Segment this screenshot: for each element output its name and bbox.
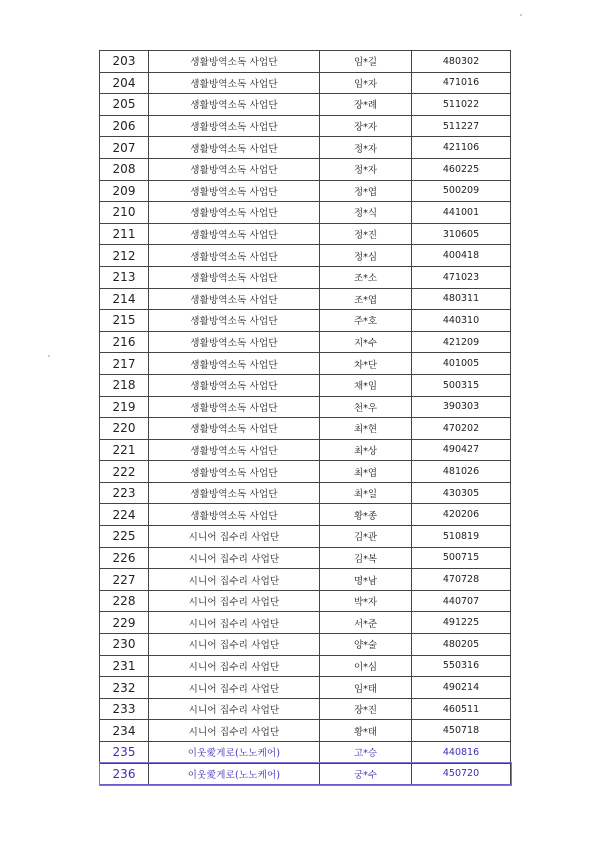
person-name-cell: 정*심	[320, 245, 412, 267]
roster-sheet	[99, 50, 510, 785]
person-name-cell: 임*태	[320, 677, 412, 699]
person-name-cell: 고*승	[320, 742, 412, 764]
row-number-cell: 227	[100, 569, 149, 591]
birthdate-cell: 440707	[412, 590, 511, 612]
table-row	[100, 353, 511, 375]
person-name-cell: 최*일	[320, 482, 412, 504]
birthdate-cell: 401005	[412, 353, 511, 375]
birthdate-cell: 481026	[412, 461, 511, 483]
project-name-cell: 생활방역소독 사업단	[149, 418, 320, 440]
table-row	[100, 202, 511, 224]
birthdate-cell: 500715	[412, 547, 511, 569]
project-name-cell: 생활방역소독 사업단	[149, 158, 320, 180]
person-name-cell: 지*수	[320, 331, 412, 353]
project-name-cell: 이웃愛게로(노노케어)	[149, 763, 320, 785]
person-name-cell: 장*례	[320, 94, 412, 116]
table-row	[100, 612, 511, 634]
table-row	[100, 677, 511, 699]
row-number-cell: 224	[100, 504, 149, 526]
row-number-cell: 231	[100, 655, 149, 677]
birthdate-cell: 480205	[412, 634, 511, 656]
person-name-cell: 명*남	[320, 569, 412, 591]
row-number-cell: 218	[100, 374, 149, 396]
row-number-cell: 223	[100, 482, 149, 504]
project-name-cell: 시니어 집수리 사업단	[149, 720, 320, 742]
table-row	[100, 266, 511, 288]
project-name-cell: 시니어 집수리 사업단	[149, 526, 320, 548]
table-row	[100, 482, 511, 504]
birthdate-cell: 440310	[412, 310, 511, 332]
table-row	[100, 720, 511, 742]
person-name-cell: 임*자	[320, 72, 412, 94]
participant-table-body	[100, 51, 511, 785]
table-row	[100, 526, 511, 548]
table-row	[100, 590, 511, 612]
row-number-cell: 226	[100, 547, 149, 569]
table-row	[100, 374, 511, 396]
project-name-cell: 생활방역소독 사업단	[149, 115, 320, 137]
row-number-cell: 211	[100, 223, 149, 245]
row-number-cell: 204	[100, 72, 149, 94]
person-name-cell: 김*관	[320, 526, 412, 548]
project-name-cell: 생활방역소독 사업단	[149, 72, 320, 94]
project-name-cell: 생활방역소독 사업단	[149, 51, 320, 73]
birthdate-cell: 430305	[412, 482, 511, 504]
birthdate-cell: 491225	[412, 612, 511, 634]
table-row	[100, 547, 511, 569]
table-row	[100, 742, 511, 764]
table-row	[100, 634, 511, 656]
birthdate-cell: 421209	[412, 331, 511, 353]
row-number-cell: 222	[100, 461, 149, 483]
table-row	[100, 655, 511, 677]
birthdate-cell: 471016	[412, 72, 511, 94]
table-row	[100, 396, 511, 418]
project-name-cell: 시니어 집수리 사업단	[149, 590, 320, 612]
project-name-cell: 생활방역소독 사업단	[149, 331, 320, 353]
project-name-cell: 생활방역소독 사업단	[149, 288, 320, 310]
person-name-cell: 조*소	[320, 266, 412, 288]
birthdate-cell: 490427	[412, 439, 511, 461]
project-name-cell: 생활방역소독 사업단	[149, 461, 320, 483]
row-number-cell: 221	[100, 439, 149, 461]
table-row	[100, 72, 511, 94]
birthdate-cell: 460225	[412, 158, 511, 180]
row-number-cell: 203	[100, 51, 149, 73]
row-number-cell: 233	[100, 698, 149, 720]
birthdate-cell: 500315	[412, 374, 511, 396]
table-row	[100, 310, 511, 332]
table-row	[100, 504, 511, 526]
scan-speck	[520, 14, 522, 16]
project-name-cell: 생활방역소독 사업단	[149, 245, 320, 267]
person-name-cell: 양*술	[320, 634, 412, 656]
table-row	[100, 245, 511, 267]
row-number-cell: 208	[100, 158, 149, 180]
row-number-cell: 212	[100, 245, 149, 267]
project-name-cell: 생활방역소독 사업단	[149, 202, 320, 224]
project-name-cell: 시니어 집수리 사업단	[149, 677, 320, 699]
table-row	[100, 569, 511, 591]
row-number-cell: 225	[100, 526, 149, 548]
person-name-cell: 정*식	[320, 202, 412, 224]
table-row	[100, 698, 511, 720]
birthdate-cell: 400418	[412, 245, 511, 267]
row-number-cell: 229	[100, 612, 149, 634]
birthdate-cell: 500209	[412, 180, 511, 202]
birthdate-cell: 490214	[412, 677, 511, 699]
birthdate-cell: 421106	[412, 137, 511, 159]
table-row	[100, 180, 511, 202]
birthdate-cell: 550316	[412, 655, 511, 677]
project-name-cell: 시니어 집수리 사업단	[149, 655, 320, 677]
birthdate-cell: 450720	[412, 763, 511, 785]
project-name-cell: 생활방역소독 사업단	[149, 353, 320, 375]
birthdate-cell: 511227	[412, 115, 511, 137]
birthdate-cell: 471023	[412, 266, 511, 288]
project-name-cell: 시니어 집수리 사업단	[149, 612, 320, 634]
project-name-cell: 시니어 집수리 사업단	[149, 698, 320, 720]
row-number-cell: 230	[100, 634, 149, 656]
project-name-cell: 생활방역소독 사업단	[149, 94, 320, 116]
birthdate-cell: 470728	[412, 569, 511, 591]
project-name-cell: 생활방역소독 사업단	[149, 439, 320, 461]
birthdate-cell: 450718	[412, 720, 511, 742]
project-name-cell: 생활방역소독 사업단	[149, 180, 320, 202]
project-name-cell: 시니어 집수리 사업단	[149, 569, 320, 591]
birthdate-cell: 440816	[412, 742, 511, 764]
project-name-cell: 생활방역소독 사업단	[149, 396, 320, 418]
table-row	[100, 331, 511, 353]
table-row	[100, 158, 511, 180]
table-row	[100, 288, 511, 310]
person-name-cell: 서*준	[320, 612, 412, 634]
birthdate-cell: 310605	[412, 223, 511, 245]
scan-speck	[48, 355, 50, 357]
table-row	[100, 418, 511, 440]
person-name-cell: 황*종	[320, 504, 412, 526]
person-name-cell: 최*엽	[320, 461, 412, 483]
person-name-cell: 천*우	[320, 396, 412, 418]
project-name-cell: 생활방역소독 사업단	[149, 482, 320, 504]
table-row	[100, 51, 511, 73]
person-name-cell: 김*복	[320, 547, 412, 569]
birthdate-cell: 390303	[412, 396, 511, 418]
row-number-cell: 205	[100, 94, 149, 116]
row-number-cell: 213	[100, 266, 149, 288]
birthdate-cell: 480311	[412, 288, 511, 310]
row-number-cell: 232	[100, 677, 149, 699]
project-name-cell: 이웃愛게로(노노케어)	[149, 742, 320, 764]
row-number-cell: 234	[100, 720, 149, 742]
row-number-cell: 206	[100, 115, 149, 137]
table-row	[100, 223, 511, 245]
person-name-cell: 정*진	[320, 223, 412, 245]
table-row	[100, 439, 511, 461]
project-name-cell: 생활방역소독 사업단	[149, 137, 320, 159]
table-row	[100, 115, 511, 137]
table-row	[100, 137, 511, 159]
person-name-cell: 정*자	[320, 158, 412, 180]
person-name-cell: 장*자	[320, 115, 412, 137]
person-name-cell: 장*진	[320, 698, 412, 720]
person-name-cell: 정*자	[320, 137, 412, 159]
table-row	[100, 461, 511, 483]
birthdate-cell: 420206	[412, 504, 511, 526]
person-name-cell: 최*현	[320, 418, 412, 440]
row-number-cell: 209	[100, 180, 149, 202]
person-name-cell: 조*엽	[320, 288, 412, 310]
person-name-cell: 궁*수	[320, 763, 412, 785]
project-name-cell: 생활방역소독 사업단	[149, 504, 320, 526]
row-number-cell: 207	[100, 137, 149, 159]
project-name-cell: 생활방역소독 사업단	[149, 266, 320, 288]
row-number-cell: 219	[100, 396, 149, 418]
row-number-cell: 228	[100, 590, 149, 612]
project-name-cell: 생활방역소독 사업단	[149, 223, 320, 245]
project-name-cell: 시니어 집수리 사업단	[149, 634, 320, 656]
person-name-cell: 박*자	[320, 590, 412, 612]
person-name-cell: 이*심	[320, 655, 412, 677]
person-name-cell: 정*엽	[320, 180, 412, 202]
birthdate-cell: 441001	[412, 202, 511, 224]
table-row	[100, 763, 511, 785]
project-name-cell: 시니어 집수리 사업단	[149, 547, 320, 569]
table-row	[100, 94, 511, 116]
row-number-cell: 217	[100, 353, 149, 375]
birthdate-cell: 510819	[412, 526, 511, 548]
participant-table	[99, 50, 511, 785]
person-name-cell: 최*상	[320, 439, 412, 461]
row-number-cell: 214	[100, 288, 149, 310]
birthdate-cell: 460511	[412, 698, 511, 720]
row-number-cell: 236	[100, 763, 149, 785]
person-name-cell: 차*단	[320, 353, 412, 375]
row-number-cell: 216	[100, 331, 149, 353]
person-name-cell: 황*태	[320, 720, 412, 742]
birthdate-cell: 511022	[412, 94, 511, 116]
project-name-cell: 생활방역소독 사업단	[149, 310, 320, 332]
project-name-cell: 생활방역소독 사업단	[149, 374, 320, 396]
birthdate-cell: 480302	[412, 51, 511, 73]
row-number-cell: 235	[100, 742, 149, 764]
row-number-cell: 210	[100, 202, 149, 224]
person-name-cell: 채*임	[320, 374, 412, 396]
birthdate-cell: 470202	[412, 418, 511, 440]
row-number-cell: 215	[100, 310, 149, 332]
row-number-cell: 220	[100, 418, 149, 440]
person-name-cell: 임*길	[320, 51, 412, 73]
person-name-cell: 주*호	[320, 310, 412, 332]
